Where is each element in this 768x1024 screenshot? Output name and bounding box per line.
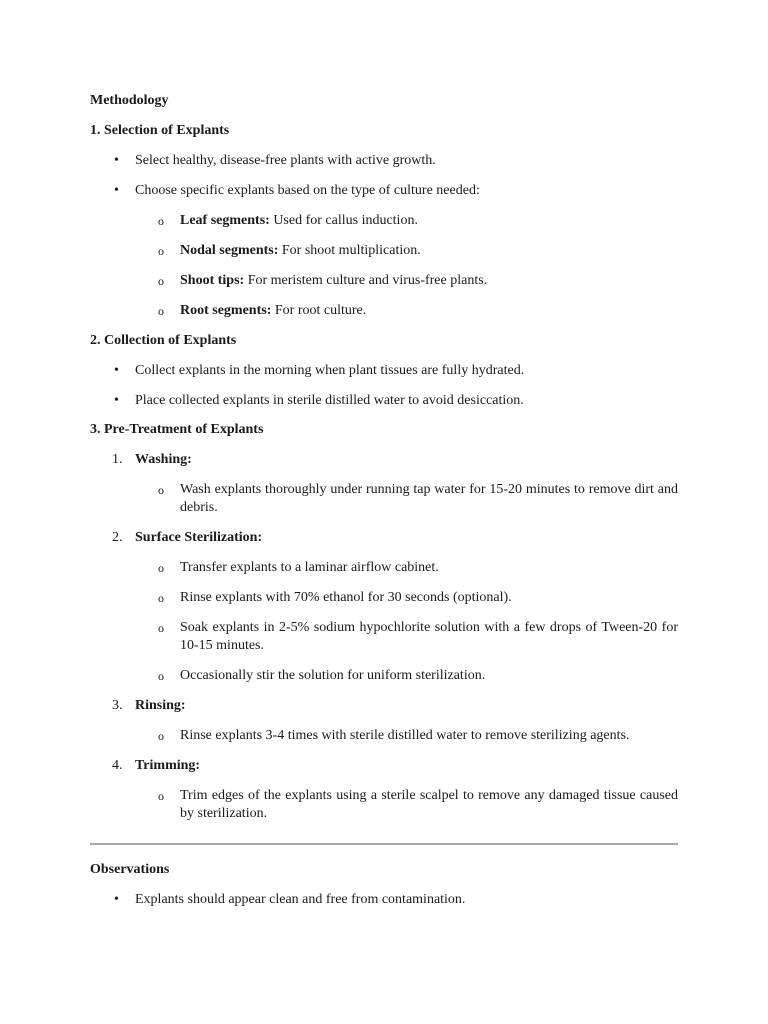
circle-bullet-icon: o bbox=[158, 789, 164, 803]
step-washing: 1. Washing: bbox=[112, 452, 192, 467]
bullet-icon: • bbox=[114, 153, 119, 168]
horizontal-divider bbox=[90, 843, 678, 845]
explant-item-nodal: o Nodal segments: For shoot multiplication. bbox=[158, 243, 421, 258]
list-item: o Wash explants thoroughly under running tap water for 15-20 minutes to remove dirt and debris. bbox=[158, 482, 678, 515]
list-item: • Explants should appear clean and free from contamination. bbox=[114, 892, 466, 907]
observations-title: Observations bbox=[90, 862, 170, 877]
circle-bullet-icon: o bbox=[158, 561, 164, 575]
section-1-heading: 1. Selection of Explants bbox=[90, 123, 230, 138]
step-number: 2. bbox=[112, 530, 123, 545]
list-item: o Rinse explants 3-4 times with sterile distilled water to remove sterilizing agents. bbox=[158, 728, 630, 743]
list-item: o Transfer explants to a laminar airflow cabinet. bbox=[158, 560, 439, 575]
explant-item-shoot-tips: o Shoot tips: For meristem culture and virus-free plants. bbox=[158, 273, 488, 288]
section-2-heading: 2. Collection of Explants bbox=[90, 333, 237, 348]
step-surface-sterilization: 2. Surface Sterilization: bbox=[112, 530, 263, 545]
circle-bullet-icon: o bbox=[158, 729, 164, 743]
bullet-icon: • bbox=[114, 183, 119, 198]
circle-bullet-icon: o bbox=[158, 621, 164, 635]
circle-bullet-icon: o bbox=[158, 304, 164, 318]
list-item: o Trim edges of the explants using a sterile scalpel to remove any damaged tissue caused by sterilization. bbox=[158, 788, 678, 821]
observations-section bbox=[90, 861, 678, 909]
step-number: 1. bbox=[112, 452, 123, 467]
circle-bullet-icon: o bbox=[158, 591, 164, 605]
list-item: o Occasionally stir the solution for uniform sterilization. bbox=[158, 668, 486, 683]
list-item: o Rinse explants with 70% ethanol for 30 seconds (optional). bbox=[158, 590, 512, 605]
bullet-icon: • bbox=[114, 393, 119, 408]
explant-item-leaf: o Leaf segments: Used for callus induction. bbox=[158, 213, 418, 228]
list-item: • Choose specific explants based on the type of culture needed: bbox=[114, 183, 480, 198]
list-item: o Soak explants in 2-5% sodium hypochlorite solution with a few drops of Tween-20 for 10-15 minutes. bbox=[158, 620, 678, 653]
explant-item-root: o Root segments: For root culture. bbox=[158, 303, 367, 318]
circle-bullet-icon: o bbox=[158, 274, 164, 288]
step-number: 4. bbox=[112, 758, 123, 773]
list-item: • Collect explants in the morning when plant tissues are fully hydrated. bbox=[114, 363, 525, 378]
circle-bullet-icon: o bbox=[158, 669, 164, 683]
methodology-title: Methodology bbox=[90, 93, 169, 108]
list-item: • Place collected explants in sterile distilled water to avoid desiccation. bbox=[114, 393, 524, 408]
circle-bullet-icon: o bbox=[158, 483, 164, 497]
circle-bullet-icon: o bbox=[158, 244, 164, 258]
circle-bullet-icon: o bbox=[158, 214, 164, 228]
step-number: 3. bbox=[112, 698, 123, 713]
bullet-icon: • bbox=[114, 892, 119, 907]
bullet-icon: • bbox=[114, 363, 119, 378]
list-item: • Select healthy, disease-free plants with active growth. bbox=[114, 153, 436, 168]
section-3-heading: 3. Pre-Treatment of Explants bbox=[90, 422, 264, 437]
methodology-section bbox=[90, 92, 678, 823]
step-rinsing: 3. Rinsing: bbox=[112, 698, 186, 713]
step-trimming: 4. Trimming: bbox=[112, 758, 201, 773]
